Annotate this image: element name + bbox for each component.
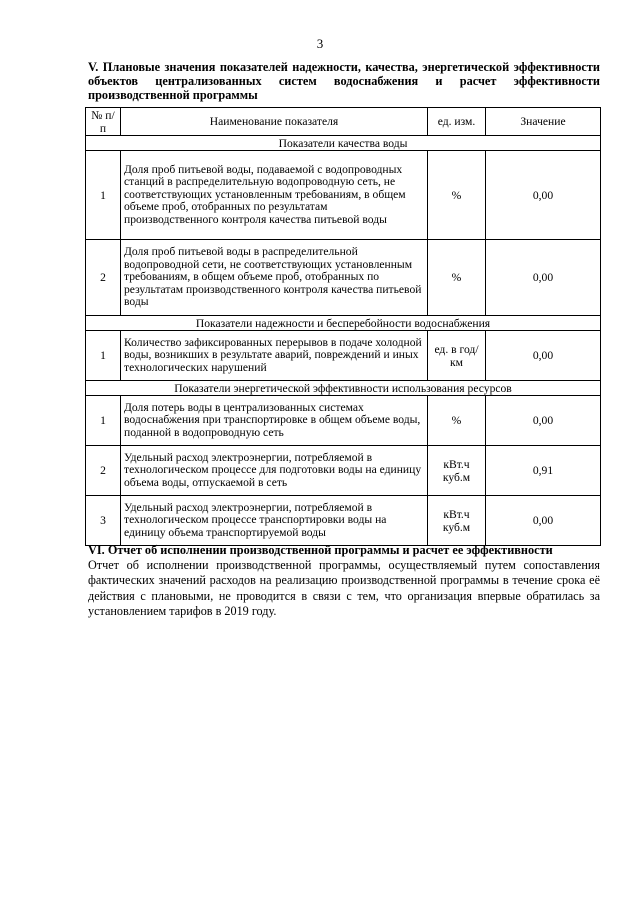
- row-value: 0,00: [486, 151, 601, 240]
- row-value: 0,91: [486, 446, 601, 496]
- row-unit: %: [428, 240, 486, 316]
- group-row-reliability: [86, 316, 601, 331]
- group-row-energy: [86, 381, 601, 396]
- row-num: 1: [86, 151, 121, 240]
- row-name: Доля проб питьевой воды в распределительной водопроводной сети, не соответствующих установленным требованиям, в общем объеме проб, отобранных по результатам производственного контроля качества питьевой воды: [121, 240, 428, 316]
- table-row: [86, 446, 601, 496]
- row-name: Доля потерь воды в централизованных системах водоснабжения при транспортировке в общем объеме воды, поданной в водопроводную сеть: [121, 396, 428, 446]
- table-row: [86, 151, 601, 240]
- row-unit: кВт.ч куб.м: [428, 496, 486, 546]
- header-value: Значение: [486, 108, 601, 136]
- row-unit: ед. в год/ км: [428, 331, 486, 381]
- row-name: Удельный расход электроэнергии, потребляемой в технологическом процессе транспортировки воды на единицу объема транспортируемой воды: [121, 496, 428, 546]
- row-unit: %: [428, 396, 486, 446]
- group-row-quality: [86, 136, 601, 151]
- row-value: 0,00: [486, 496, 601, 546]
- row-name: Доля проб питьевой воды, подаваемой с водопроводных станций в распределительную водопроводную сеть, не соответствующих установленным требованиям, в общем объеме проб, отобранных по результатам производственного контроля качества питьевой воды: [121, 151, 428, 240]
- table-row: [86, 396, 601, 446]
- header-num: № п/п: [86, 108, 121, 136]
- group-title: Показатели надежности и бесперебойности водоснабжения: [86, 316, 601, 331]
- table-row: [86, 331, 601, 381]
- row-num: 1: [86, 331, 121, 381]
- group-title: Показатели качества воды: [86, 136, 601, 151]
- row-value: 0,00: [486, 240, 601, 316]
- row-value: 0,00: [486, 331, 601, 381]
- row-num: 2: [86, 446, 121, 496]
- group-title: Показатели энергетической эффективности использования ресурсов: [86, 381, 601, 396]
- row-name: Количество зафиксированных перерывов в подаче холодной воды, возникших в результате аварий, повреждений и иных технологических нарушений: [121, 331, 428, 381]
- page-number: 3: [316, 36, 324, 51]
- row-num: 3: [86, 496, 121, 546]
- row-unit: кВт.ч куб.м: [428, 446, 486, 496]
- section-6-title: VI. Отчет об исполнении производственной программы и расчет ее эффективности: [88, 543, 553, 557]
- section-6-paragraph: Отчет об исполнении производственной программы, осуществляемый путем сопоставления фактических значений расходов на реализацию производственной программы в течение срока её действия с плановыми, не проводится в связи с тем, что организация впервые обратилась за установлением тарифов в 2019 году.: [88, 558, 600, 618]
- header-unit: ед. изм.: [428, 108, 486, 136]
- row-name: Удельный расход электроэнергии, потребляемой в технологическом процессе для подготовки воды на единицу объема воды, отпускаемой в сеть: [121, 446, 428, 496]
- row-num: 1: [86, 396, 121, 446]
- header-name: Наименование показателя: [121, 108, 428, 136]
- row-unit: %: [428, 151, 486, 240]
- table-header-row: [86, 108, 601, 136]
- indicators-table: [85, 107, 601, 546]
- section-5-title: V. Плановые значения показателей надежности, качества, энергетической эффективности объектов централизованных систем водоснабжения и расчет эффективности производственной программы: [88, 60, 600, 102]
- table-row: [86, 496, 601, 546]
- row-value: 0,00: [486, 396, 601, 446]
- table-row: [86, 240, 601, 316]
- row-num: 2: [86, 240, 121, 316]
